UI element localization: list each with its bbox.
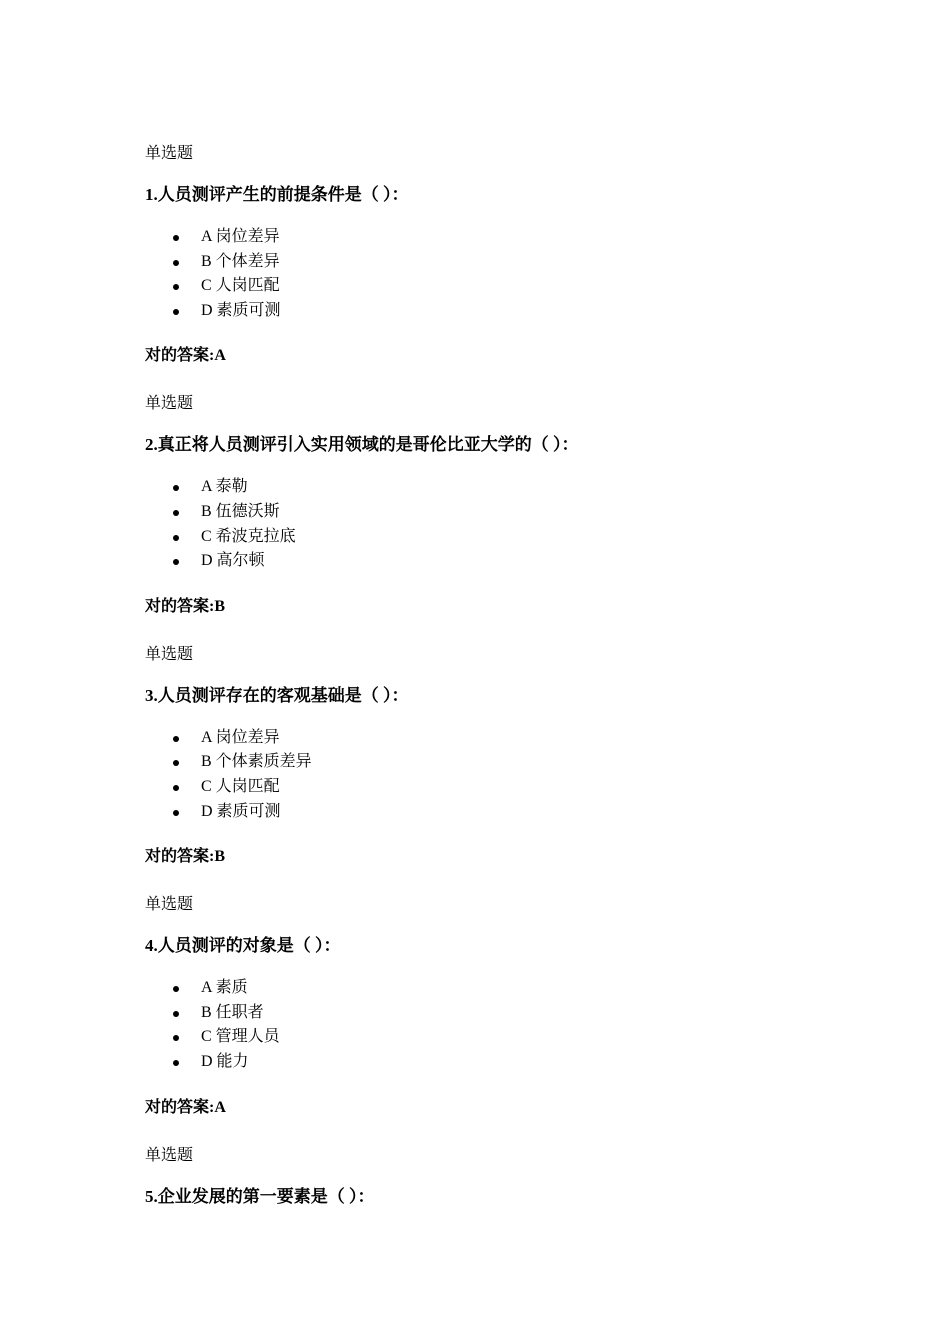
question-type-label: 单选题 (145, 145, 194, 162)
bullet-icon (173, 760, 179, 766)
question-type-label: 单选题 (145, 896, 194, 914)
option-item (145, 525, 865, 550)
option-item (145, 299, 865, 324)
question-stem: 3.人员测评存在的客观基础是（ ）： (145, 685, 409, 705)
option-list (145, 726, 865, 824)
bullet-icon (173, 535, 179, 541)
bullet-icon (173, 485, 179, 491)
bullet-icon (173, 1011, 179, 1017)
option-text: B 个体素质差异 (201, 753, 312, 771)
question-block (145, 1145, 865, 1209)
question-type-label: 单选题 (145, 645, 194, 663)
bullet-icon (173, 736, 179, 742)
option-item (145, 976, 865, 1001)
question-stem: 5.企业发展的第一要素是（ ）： (145, 1186, 375, 1206)
option-item (145, 750, 865, 775)
bullet-icon (173, 260, 179, 266)
correct-answer: 对的答案:A (145, 347, 226, 365)
bullet-icon (173, 235, 179, 241)
option-text: D 素质可测 (201, 301, 281, 319)
bullet-icon (173, 284, 179, 290)
correct-answer: 对的答案:B (145, 597, 226, 615)
option-item (145, 1001, 865, 1026)
bullet-icon (173, 1035, 179, 1041)
bullet-icon (173, 986, 179, 992)
option-text: B 任职者 (201, 1003, 264, 1021)
option-text: C 人岗匹配 (201, 277, 280, 295)
correct-answer: 对的答案:B (145, 848, 226, 866)
option-item (145, 250, 865, 275)
question-block (145, 393, 865, 617)
option-list (145, 225, 865, 323)
option-text: A 岗位差异 (201, 228, 280, 245)
option-item (145, 225, 865, 250)
bullet-icon (173, 810, 179, 816)
option-item (145, 500, 865, 525)
bullet-icon (173, 510, 179, 516)
option-list (145, 976, 865, 1074)
question-type-label: 单选题 (145, 1146, 194, 1164)
bullet-icon (173, 559, 179, 565)
option-item (145, 1050, 865, 1075)
question-stem: 4.人员测评的对象是（ ）： (145, 936, 341, 956)
option-text: A 素质 (201, 979, 248, 997)
bullet-icon (173, 309, 179, 315)
option-item (145, 549, 865, 574)
bullet-icon (173, 1060, 179, 1066)
question-stem: 2.真正将人员测评引入实用领域的是哥伦比亚大学的（ ）： (145, 435, 579, 455)
option-text: A 泰勒 (201, 478, 248, 496)
option-list (145, 475, 865, 573)
option-text: C 人岗匹配 (201, 777, 280, 795)
question-block (145, 644, 865, 868)
option-text: D 能力 (201, 1052, 249, 1070)
option-text: D 高尔顿 (201, 552, 265, 570)
option-item (145, 726, 865, 751)
option-text: B 个体差异 (201, 252, 280, 270)
option-item (145, 1025, 865, 1050)
question-type-label: 单选题 (145, 395, 194, 413)
option-text: C 管理人员 (201, 1028, 280, 1046)
option-text: D 素质可测 (201, 802, 281, 820)
option-text: A 岗位差异 (201, 728, 280, 746)
question-stem: 1.人员测评产生的前提条件是（ ）： (145, 185, 409, 204)
option-text: B 伍德沃斯 (201, 502, 280, 520)
question-block (145, 894, 865, 1118)
bullet-icon (173, 785, 179, 791)
question-block (145, 143, 865, 367)
option-item (145, 274, 865, 299)
correct-answer: 对的答案:A (145, 1098, 226, 1116)
option-item (145, 800, 865, 825)
document-body (145, 143, 865, 1227)
option-item (145, 475, 865, 500)
option-text: C 希波克拉底 (201, 527, 296, 545)
option-item (145, 775, 865, 800)
